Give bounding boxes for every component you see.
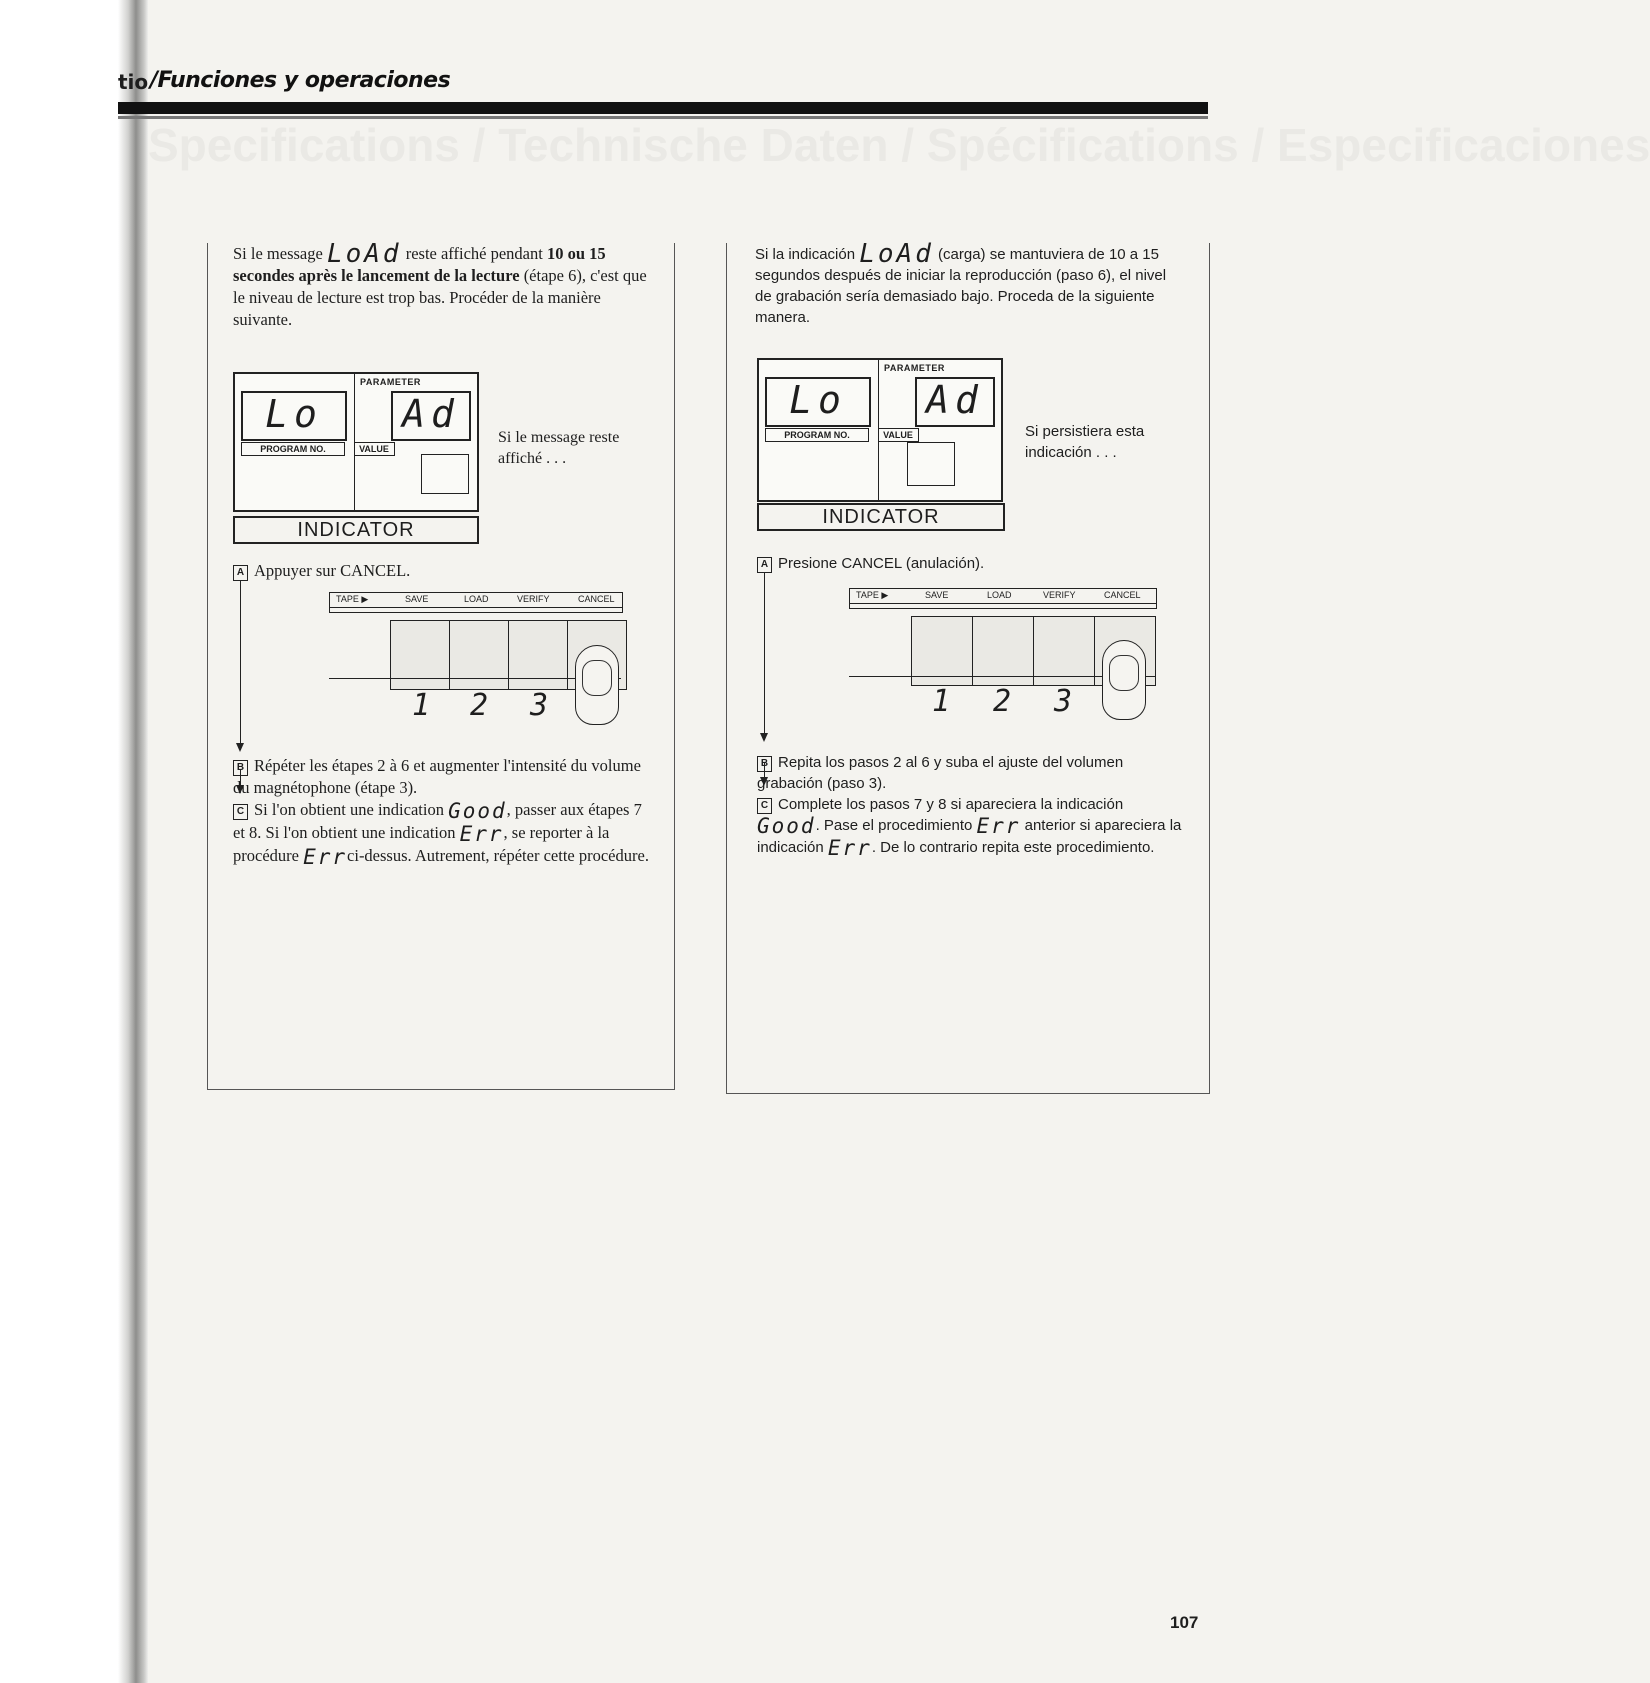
step-b-marker: B xyxy=(757,756,772,772)
load-key[interactable] xyxy=(449,620,509,690)
step-c-marker: C xyxy=(757,798,772,814)
step-c-es: C Complete los pasos 7 y 8 si apareciera la indicación Good. Pase el procedimiento Err anterior si apareciera la indicación Err. De lo contrario repita este procedimiento. xyxy=(757,796,1182,860)
save-key[interactable] xyxy=(390,620,450,690)
header-rule-thin xyxy=(118,116,1208,119)
lcd-err-text: Err xyxy=(976,814,1021,838)
indicator-label-es: INDICATOR xyxy=(757,503,1005,531)
parameter-label: PARAMETER xyxy=(884,363,945,373)
save-label: SAVE xyxy=(405,594,429,604)
key-number-1: 1 xyxy=(412,688,431,723)
value-display xyxy=(907,442,955,486)
parameter-digit-display: Ad xyxy=(391,391,471,441)
step-b-fr: B Répéter les étapes 2 à 6 et augmenter l'intensité du volume du magnétophone (étape 3). xyxy=(233,756,641,797)
verify-label: VERIFY xyxy=(517,594,550,604)
key-rail-fr xyxy=(329,606,623,613)
step-b-marker: B xyxy=(233,760,248,776)
program-digit-display: Lo xyxy=(765,377,871,427)
key-number-2: 2 xyxy=(993,684,1012,719)
step-arrow-fr xyxy=(240,580,241,750)
indicator-label-fr: INDICATOR xyxy=(233,516,479,544)
bleed-through-heading: Specifications / Technische Daten / Spécifications / Especificaciones xyxy=(148,119,1650,171)
program-no-label: PROGRAM NO. xyxy=(241,442,345,456)
lcd-load-text: LoAd xyxy=(859,239,934,269)
section-title: /Funciones y operaciones xyxy=(150,68,451,93)
panel-caption-fr: Si le message reste affiché . . . xyxy=(498,429,620,467)
key-number-3: 3 xyxy=(530,688,549,723)
step-c-fr: C Si l'on obtient une indication Good, passer aux étapes 7 et 8. Si l'on obtient une indication Err, se reporter à la procédure Errci-dessus. Autrement, répéter cette procédure. xyxy=(233,799,649,869)
load-label: LOAD xyxy=(464,594,489,604)
header-rule xyxy=(118,102,1208,114)
step-a-marker: A xyxy=(757,557,772,573)
french-intro: Si le message LoAd reste affiché pendant 10 ou 15 secondes après le lancement de la lecture (étape 6), c'est que le niveau de lecture est trop bas. Procéder de la manière suivante. xyxy=(233,239,647,329)
key-rail-es xyxy=(849,602,1157,609)
finger-pressing-cancel-icon xyxy=(1102,640,1146,720)
program-no-label: PROGRAM NO. xyxy=(765,428,869,442)
parameter-label: PARAMETER xyxy=(360,377,421,387)
spanish-intro: Si la indicación LoAd (carga) se mantuviera de 10 a 15 segundos después de iniciar la reproducción (paso 6), el nivel de grabación sería demasiado bajo. Proceda de la siguiente manera. xyxy=(755,239,1167,326)
cancel-label: CANCEL xyxy=(1104,590,1141,600)
parameter-digit-display: Ad xyxy=(915,377,995,427)
value-label: VALUE xyxy=(354,442,395,456)
lcd-err-text: Err xyxy=(827,836,872,860)
lcd-err-text: Err xyxy=(459,822,504,846)
key-number-2: 2 xyxy=(470,688,489,723)
book-spine-shadow xyxy=(0,0,148,1683)
verify-label: VERIFY xyxy=(1043,590,1076,600)
panel-caption-es: Si persistiera esta indicación . . . xyxy=(1025,423,1145,461)
step-a-es: A Presione CANCEL (anulación). xyxy=(757,553,1187,574)
cancel-label: CANCEL xyxy=(578,594,615,604)
finger-pressing-cancel-icon xyxy=(575,645,619,725)
lcd-good-text: Good xyxy=(757,814,816,838)
value-display xyxy=(421,454,469,494)
key-number-3: 3 xyxy=(1054,684,1073,719)
lcd-load-text: LoAd xyxy=(326,239,402,269)
step-c-marker: C xyxy=(233,804,248,820)
display-panel-es xyxy=(757,358,1003,502)
value-label: VALUE xyxy=(878,428,919,442)
tape-play-label: TAPE ▶ xyxy=(336,594,369,604)
verify-key[interactable] xyxy=(508,620,568,690)
tape-play-label: TAPE ▶ xyxy=(856,590,889,600)
key-number-1: 1 xyxy=(932,684,951,719)
program-digit-display: Lo xyxy=(241,391,347,441)
step-a-fr: A Appuyer sur CANCEL. xyxy=(233,560,653,582)
display-panel-fr xyxy=(233,372,479,512)
save-label: SAVE xyxy=(925,590,949,600)
page-number: 107 xyxy=(1170,1613,1199,1632)
spine-title-fragment: tio xyxy=(118,70,149,94)
step-b-es: B Repita los pasos 2 al 6 y suba el ajuste del volumen grabación (paso 3). xyxy=(757,754,1124,792)
lcd-good-text: Good xyxy=(448,799,507,823)
load-label: LOAD xyxy=(987,590,1012,600)
step-a-marker: A xyxy=(233,565,248,581)
step-arrow-es xyxy=(764,572,765,740)
lcd-err-text: Err xyxy=(303,845,348,869)
